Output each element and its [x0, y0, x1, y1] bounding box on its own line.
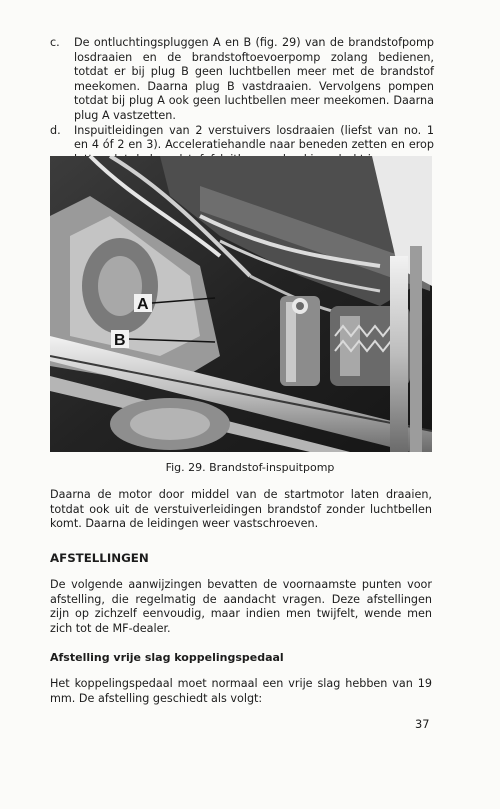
step-text: Inspuitleidingen van 2 verstuivers losdraaien (liefst van no. 1 en 4 óf 2 en 3). Acceleratiehandle naar beneden zetten en erop	[74, 123, 434, 152]
label-a: A	[137, 296, 149, 313]
subsection-text: Het koppelingspedaal moet normaal een vrije slag hebben van 19 mm. De afstelling geschiedt als volgt:	[50, 677, 432, 705]
step-marker: d.	[50, 123, 61, 137]
label-b: B	[114, 332, 126, 349]
subheading: Afstelling vrije slag koppelingspedaal	[50, 651, 284, 664]
figure-caption: Fig. 29. Brandstof-inspuitpomp	[165, 461, 335, 474]
post-figure-paragraph: Daarna de motor door middel van de startmotor laten draaien, totdat ook uit de verstuiverleidingen brandstof zonder luchtbellen komt. Daarna de leidingen weer vastschroeven.	[50, 488, 432, 531]
section-intro: De volgende aanwijzingen bevatten de voornaamste punten voor afstelling, die regelmatig de aandacht vragen. Deze afstellingen zijn op zichzelf eenvoudig, maar indien men twijfelt, wende men zich tot de MF-dealer.	[50, 578, 432, 635]
procedure-steps	[50, 36, 434, 167]
fuel-injection-pump-photo	[50, 156, 432, 452]
section-heading: AFSTELLINGEN	[50, 551, 149, 565]
step-c	[50, 36, 434, 124]
step-text: De ontluchtingspluggen A en B (fig. 29) van de brandstofpomp losdraaien en de brandstoftoevoerpomp zolang bedienen, totdat er bij plug B geen luchtbellen meer met de brandstof meekomen. Daarna plug B vastdraaien. Vervolgens pompen totdat bij plug A ook geen luchtbellen meer meekomen. Daarna plug A vastzetten.	[74, 36, 434, 122]
step-marker: c.	[50, 36, 60, 49]
page-number: 37	[415, 717, 430, 731]
photo-illustration	[50, 156, 432, 452]
